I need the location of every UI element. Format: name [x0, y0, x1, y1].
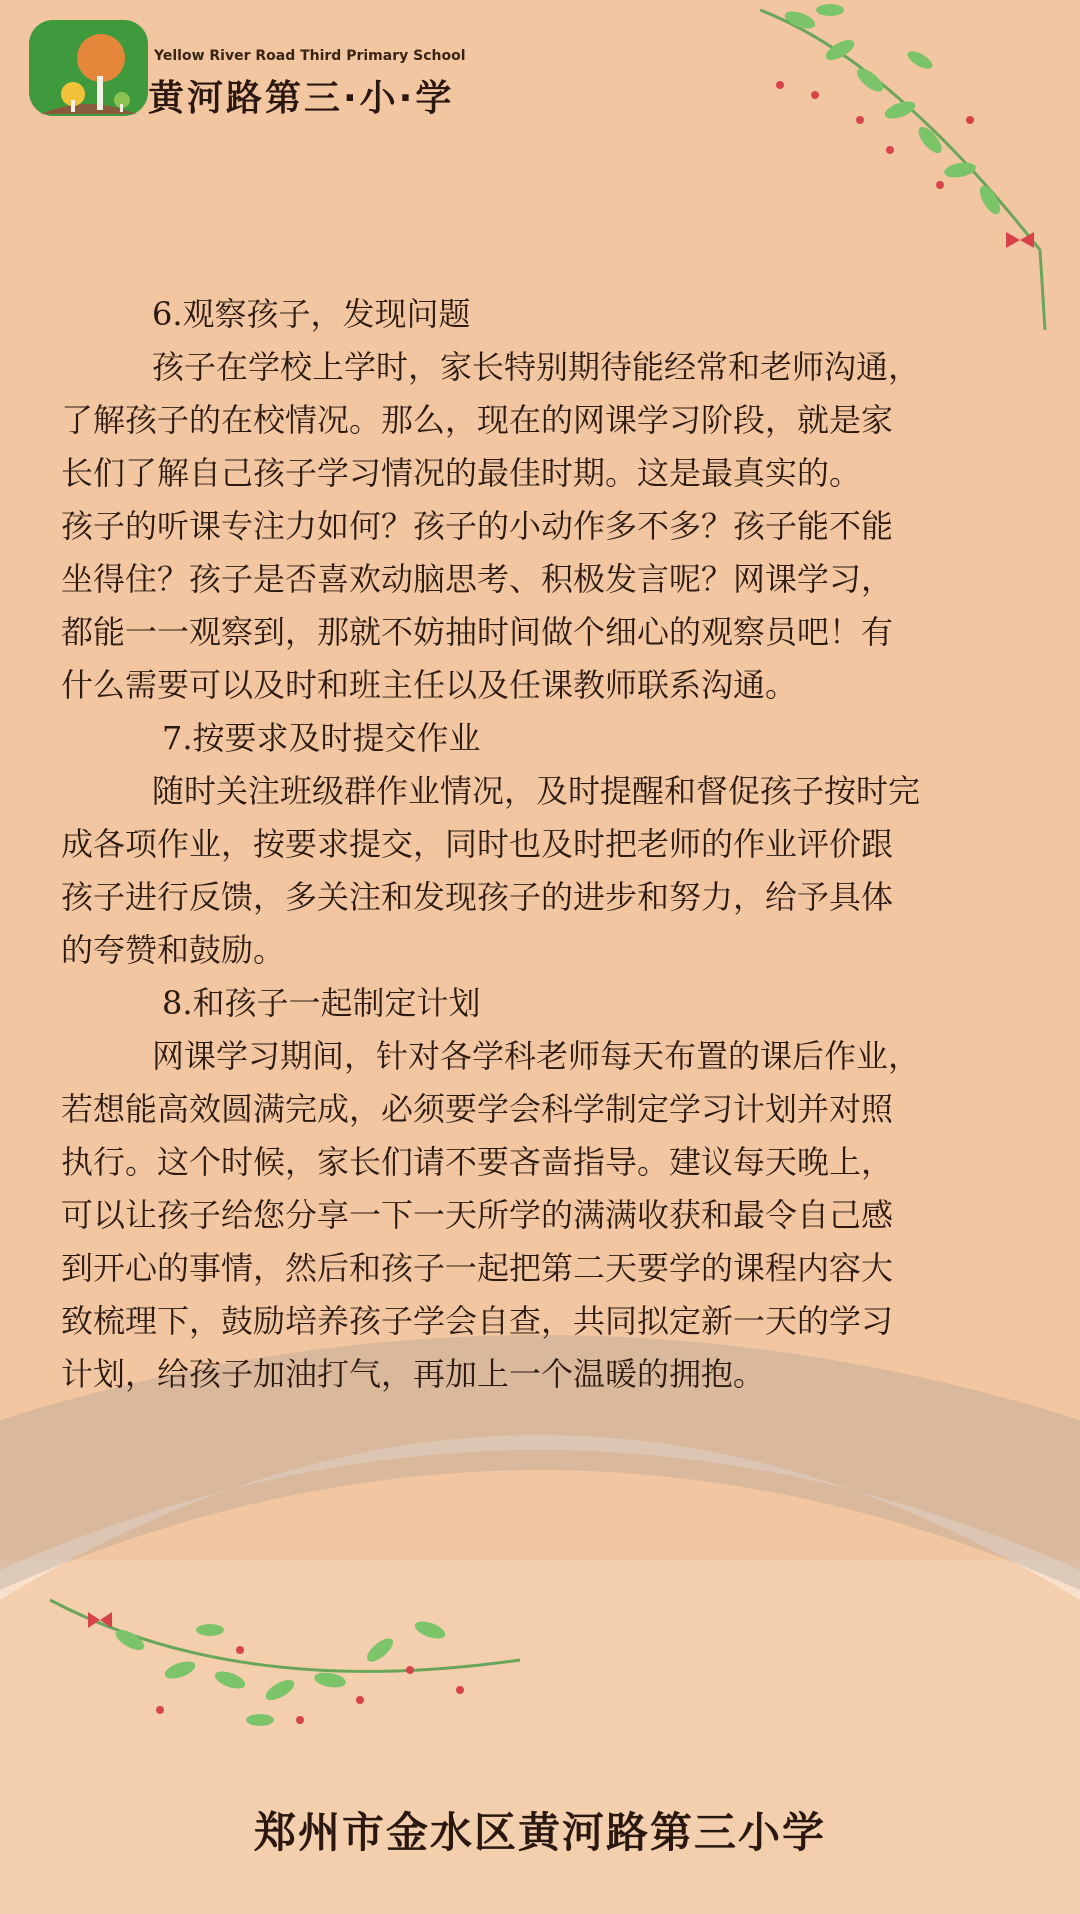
paragraph-line: 长们了解自己孩子学习情况的最佳时期。这是最真实的。 [61, 454, 862, 492]
paragraph-line: 都能一一观察到，那就不妨抽时间做个细心的观察员吧！有 [61, 613, 894, 651]
school-logo [27, 18, 150, 118]
section-heading: 7.按要求及时提交作业 [162, 719, 481, 757]
section-heading: 8.和孩子一起制定计划 [162, 984, 481, 1022]
paragraph-line: 随时关注班级群作业情况，及时提醒和督促孩子按时完 [152, 772, 921, 810]
paragraph-line: 网课学习期间，针对各学科老师每天布置的课后作业， [152, 1037, 921, 1075]
paragraph-line: 可以让孩子给您分享一下一天所学的满满收获和最令自己感 [61, 1196, 894, 1234]
paragraph-line: 孩子在学校上学时，家长特别期待能经常和老师沟通， [152, 348, 921, 386]
paragraph-line: 若想能高效圆满完成，必须要学会科学制定学习计划并对照 [61, 1090, 894, 1128]
paragraph-line: 了解孩子的在校情况。那么，现在的网课学习阶段，就是家 [61, 401, 894, 439]
paragraph-line: 坐得住？孩子是否喜欢动脑思考、积极发言呢？网课学习， [61, 560, 894, 598]
leaf-sprig-bottom-left-icon [40, 1580, 540, 1760]
paragraph-line: 计划，给孩子加油打气，再加上一个温暖的拥抱。 [61, 1355, 766, 1393]
leaf-sprig-top-right-icon [740, 0, 1080, 330]
school-name-chinese: 黄河路第三·小·学 [148, 78, 455, 119]
paragraph-line: 致梳理下，鼓励培养孩子学会自查，共同拟定新一天的学习 [61, 1302, 894, 1340]
paragraph-line: 到开心的事情，然后和孩子一起把第二天要学的课程内容大 [61, 1249, 894, 1287]
paragraph-line: 执行。这个时候，家长们请不要吝啬指导。建议每天晚上， [61, 1143, 894, 1181]
paragraph-line: 什么需要可以及时和班主任以及任课教师联系沟通。 [61, 666, 798, 704]
paragraph-line: 孩子的听课专注力如何？孩子的小动作多不多？孩子能不能 [61, 507, 894, 545]
paragraph-line: 孩子进行反馈，多关注和发现孩子的进步和努力，给予具体 [61, 878, 894, 916]
article-body [0, 288, 1080, 1401]
school-name-english: Yellow River Road Third Primary School [154, 48, 466, 64]
paragraph-line: 的夸赞和鼓励。 [61, 931, 286, 969]
footer-school-name: 郑州市金水区黄河路第三小学 [253, 1808, 826, 1857]
paragraph-line: 成各项作业，按要求提交，同时也及时把老师的作业评价跟 [61, 825, 894, 863]
section-heading: 6.观察孩子，发现问题 [152, 295, 471, 333]
